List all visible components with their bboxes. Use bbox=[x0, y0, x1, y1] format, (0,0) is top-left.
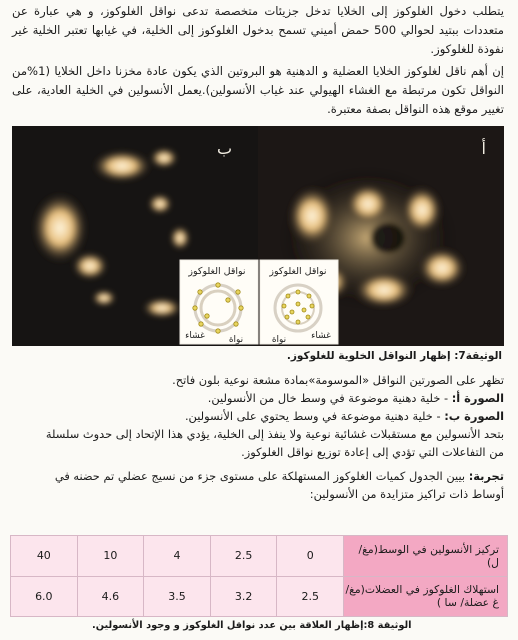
left-inset-label-nucleus: نواة bbox=[228, 335, 244, 345]
table-cell: 3.5 bbox=[144, 576, 211, 617]
row-header-glucose-consumption: استهلاك الغلوكوز في العضلات(مغ/ غ عضلة/ سا ) bbox=[344, 576, 508, 617]
experiment-line-1 bbox=[12, 468, 504, 485]
micrograph-figure bbox=[12, 126, 504, 346]
experiment-label: تجربة: bbox=[468, 469, 504, 483]
row-header-insulin-concentration: تركيز الأنسولين في الوسط(مغ/ ل) bbox=[344, 536, 508, 577]
left-inset-label-membrane: غشاء bbox=[185, 331, 205, 341]
explanation-line-2: من التفاعلات التي تؤدي إلى إعادة توزيع نواقل الغلوكوز. bbox=[241, 445, 504, 459]
observation-b-text: - خلية دهنية موضوعة في وسط يحتوي على الأنسولين. bbox=[184, 409, 441, 423]
table-caption: الوثيقة 8:إظهار العلاقة بين عدد نواقل الغلوكوز و وجود الأنسولين. bbox=[92, 620, 412, 631]
explanation-line-1: بتحد الأنسولين مع مستقبلات غشائية نوعية ولا ينفذ إلى الخلية، يؤدي هذا الإتحاد إلى حدوث سلسلة bbox=[45, 427, 504, 441]
micrograph-illustration bbox=[12, 126, 504, 346]
left-inset-title: نواقل الغلوكوز bbox=[188, 266, 246, 277]
table-cell: 0 bbox=[277, 536, 344, 577]
experiment-text-1: بيين الجدول كميات الغلوكوز المستهلكة على مستوى جزء من نسيج عضلي تم حضنه في bbox=[54, 469, 466, 483]
right-inset-label-nucleus: نواة bbox=[271, 335, 287, 345]
table-cell: 40 bbox=[11, 536, 78, 577]
data-table bbox=[10, 535, 508, 617]
right-inset-title: نواقل الغلوكوز bbox=[269, 266, 327, 277]
left-inset-diagram bbox=[180, 260, 258, 345]
intro-paragraph: يتطلب دخول الغلوكوز إلى الخلايا تدخل جزيئات متخصصة تدعى نواقل الغلوكوز، و هي عبارة عن متعددات ببتيد لحوالي 500 حمض أميني تسمح بدخول الغلوكوز إلى الخلية، في غيابها تعتبر الخلية غير نفوذة للغلوكوز. bbox=[12, 4, 504, 56]
observations-intro: تظهر على الصورتين النواقل «الموسومة»بمادة مشعة نوعية بلون فاتح. bbox=[172, 373, 504, 387]
table-cell: 3.2 bbox=[210, 576, 277, 617]
figure-caption: الوثيقة7: إظهار النواقل الخلوية للغلوكوز. bbox=[286, 350, 502, 362]
observation-b-label: الصورة ب: bbox=[444, 409, 504, 423]
table-row bbox=[11, 576, 508, 617]
panel-mark-left: ب bbox=[216, 139, 232, 158]
table-cell: 4.6 bbox=[77, 576, 144, 617]
insulin-glucose-table bbox=[10, 535, 508, 617]
observation-a-text: - خلية دهنية موضوعة في وسط خال من الأنسولين. bbox=[207, 391, 449, 405]
observation-b bbox=[12, 408, 504, 425]
observation-a-label: الصورة أ: bbox=[451, 391, 504, 405]
transporter-paragraph: إن أهم ناقل لغلوكوز الخلايا العضلية و الدهنية هو البروتين الذي يكون عادة مخزنا داخل الخلايا (1%من النواقل تكون مرتبطة مع الغشاء الهيولي عند غياب الأنسولين).يعمل الأنسولين في الخلية العادية، على تغيير موقع هذه النواقل بصفة معتبرة. bbox=[12, 64, 504, 116]
panel-mark-right: أ bbox=[481, 139, 486, 158]
table-cell: 6.0 bbox=[11, 576, 78, 617]
observation-a bbox=[12, 390, 504, 407]
table-cell: 10 bbox=[77, 536, 144, 577]
right-inset-diagram bbox=[260, 260, 338, 345]
table-row bbox=[11, 536, 508, 577]
experiment-line-2: أوساط ذات تراكيز متزايدة من الأنسولين: bbox=[309, 487, 504, 501]
table-cell: 4 bbox=[144, 536, 211, 577]
table-cell: 2.5 bbox=[277, 576, 344, 617]
table-cell: 2.5 bbox=[210, 536, 277, 577]
right-inset-label-membrane: غشاء bbox=[311, 331, 331, 341]
